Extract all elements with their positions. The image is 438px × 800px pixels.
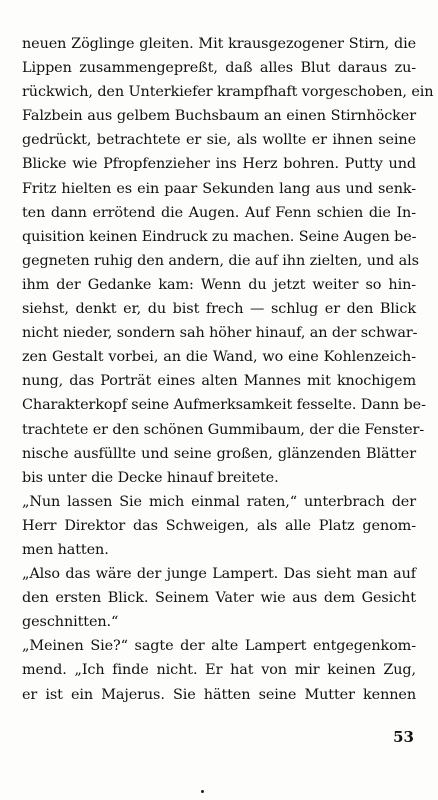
- text-line: quisition keinen Eindruck zu machen. Seine Augen be-: [22, 228, 417, 245]
- body-text: [22, 32, 434, 707]
- print-speck: [201, 790, 204, 793]
- text-line: mend. „Ich finde nicht. Er hat von mir keinen Zug,: [22, 662, 416, 679]
- text-line: ten dann errötend die Augen. Auf Fenn schien die In-: [22, 204, 416, 221]
- text-line: den ersten Blick. Seinem Vater wie aus dem Gesicht: [22, 590, 416, 607]
- text-line: Herr Direktor das Schweigen, als alle Platz genom-: [22, 517, 416, 534]
- text-line: trachtete er den schönen Gummibaum, der die Fenster-: [22, 421, 425, 438]
- text-line: Blicke wie Pfropfenzieher ins Herz bohren. Putty und: [22, 156, 416, 173]
- text-line: Lippen zusammengepreßt, daß alles Blut daraus zu-: [22, 60, 416, 77]
- text-line: „Also das wäre der junge Lampert. Das sieht man auf: [22, 566, 416, 583]
- text-line: gegneten ruhig den andern, die auf ihn zielten, und als: [22, 252, 419, 269]
- text-line: neuen Zöglinge gleiten. Mit krausgezogener Stirn, die: [22, 36, 416, 52]
- text-line: siehst, denkt er, du bist frech — schlug er den Blick: [22, 301, 416, 318]
- text-line: nische ausfüllte und seine großen, glänzenden Blätter: [22, 445, 416, 462]
- text-line: „Meinen Sie?“ sagte der alte Lampert entgegenkom-: [22, 638, 416, 655]
- text-line: nicht nieder, sondern sah höher hinauf, an der schwar-: [22, 325, 418, 342]
- text-line: geschnitten.“: [22, 614, 119, 631]
- text-line: ihm der Gedanke kam: Wenn du jetzt weiter so hin-: [22, 276, 416, 293]
- text-line: nung, das Porträt eines alten Mannes mit knochigem: [22, 373, 416, 390]
- text-line: Fritz hielten es ein paar Sekunden lang aus und senk-: [22, 180, 416, 197]
- text-line: zen Gestalt vorbei, an die Wand, wo eine Kohlenzeich-: [22, 349, 416, 366]
- text-line: gedrückt, betrachtete er sie, als wollte er ihnen seine: [22, 132, 416, 149]
- text-line: rückwich, den Unterkiefer krampfhaft vorgeschoben, ein: [22, 84, 434, 101]
- page-number: 53: [393, 728, 414, 746]
- text-line: Charakterkopf seine Aufmerksamkeit fesselte. Dann be-: [22, 397, 426, 414]
- text-line: er ist ein Majerus. Sie hätten seine Mutter kennen: [22, 686, 416, 703]
- text-line: bis unter die Decke hinauf breitete.: [22, 469, 279, 486]
- text-line: Falzbein aus gelbem Buchsbaum an einen Stirnhöcker: [22, 108, 416, 125]
- text-line: „Nun lassen Sie mich einmal raten,“ unterbrach der: [22, 493, 416, 510]
- text-line: men hatten.: [22, 541, 109, 558]
